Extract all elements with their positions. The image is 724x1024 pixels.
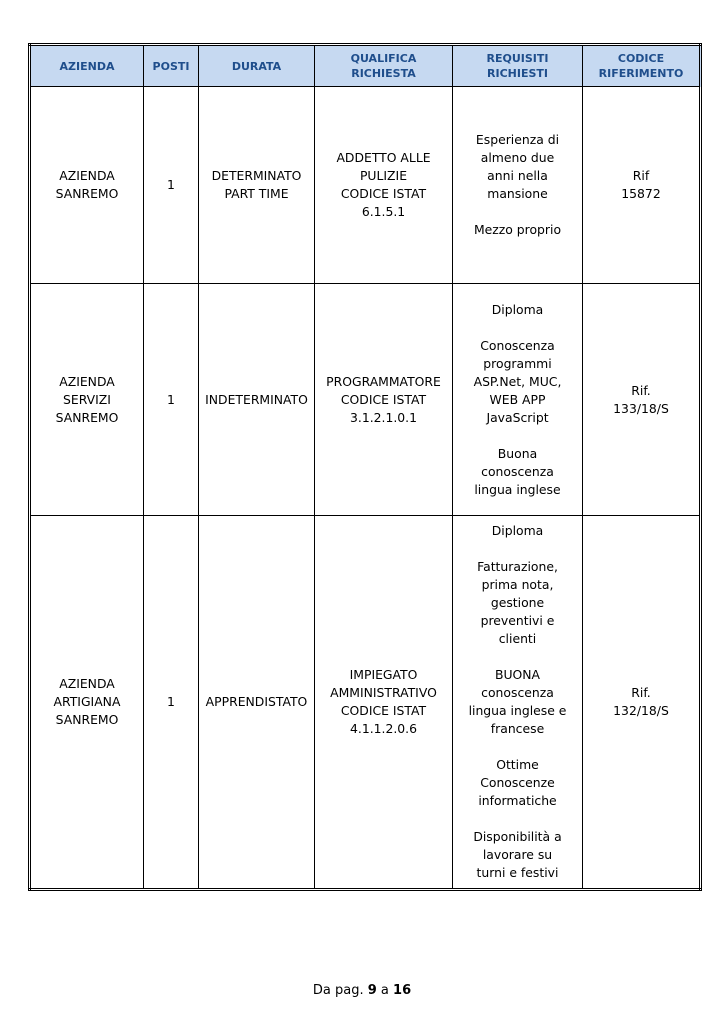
cell-requisiti: Diploma Fatturazione, prima nota, gestione preventivi e clienti BUONA conoscenza lingua inglese e francese Ottime Conoscenze informatiche Disponibilità a lavorare su turni e festivi	[453, 516, 583, 890]
table-row	[30, 516, 701, 890]
header-qualifica: QUALIFICA RICHIESTA	[315, 45, 453, 87]
footer-separator: a	[380, 983, 389, 998]
cell-requisiti: Diploma Conoscenza programmi ASP.Net, MUC, WEB APP JavaScript Buona conoscenza lingua inglese	[453, 284, 583, 516]
cell-codice: Rif. 133/18/S	[583, 284, 701, 516]
cell-posti: 1	[144, 284, 199, 516]
header-codice: CODICE RIFERIMENTO	[583, 45, 701, 87]
table-row	[30, 284, 701, 516]
page-footer	[0, 983, 724, 998]
footer-prefix: Da pag.	[312, 983, 364, 998]
cell-requisiti: Esperienza di almeno due anni nella mansione Mezzo proprio	[453, 87, 583, 284]
cell-qualifica: ADDETTO ALLE PULIZIE CODICE ISTAT 6.1.5.1	[315, 87, 453, 284]
cell-durata: DETERMINATO PART TIME	[199, 87, 315, 284]
cell-azienda: AZIENDA ARTIGIANA SANREMO	[30, 516, 144, 890]
header-row	[30, 45, 701, 87]
cell-codice: Rif. 132/18/S	[583, 516, 701, 890]
cell-durata: INDETERMINATO	[199, 284, 315, 516]
job-offers-table	[28, 43, 702, 891]
cell-posti: 1	[144, 87, 199, 284]
header-posti: POSTI	[144, 45, 199, 87]
cell-azienda: AZIENDA SERVIZI SANREMO	[30, 284, 144, 516]
cell-azienda: AZIENDA SANREMO	[30, 87, 144, 284]
cell-durata: APPRENDISTATO	[199, 516, 315, 890]
cell-qualifica: PROGRAMMATORE CODICE ISTAT 3.1.2.1.0.1	[315, 284, 453, 516]
table-row	[30, 87, 701, 284]
footer-total-pages: 16	[393, 983, 412, 998]
footer-current-page: 9	[367, 983, 377, 998]
header-durata: DURATA	[199, 45, 315, 87]
header-azienda: AZIENDA	[30, 45, 144, 87]
cell-qualifica: IMPIEGATO AMMINISTRATIVO CODICE ISTAT 4.1.1.2.0.6	[315, 516, 453, 890]
cell-codice: Rif 15872	[583, 87, 701, 284]
cell-posti: 1	[144, 516, 199, 890]
header-requisiti: REQUISITI RICHIESTI	[453, 45, 583, 87]
